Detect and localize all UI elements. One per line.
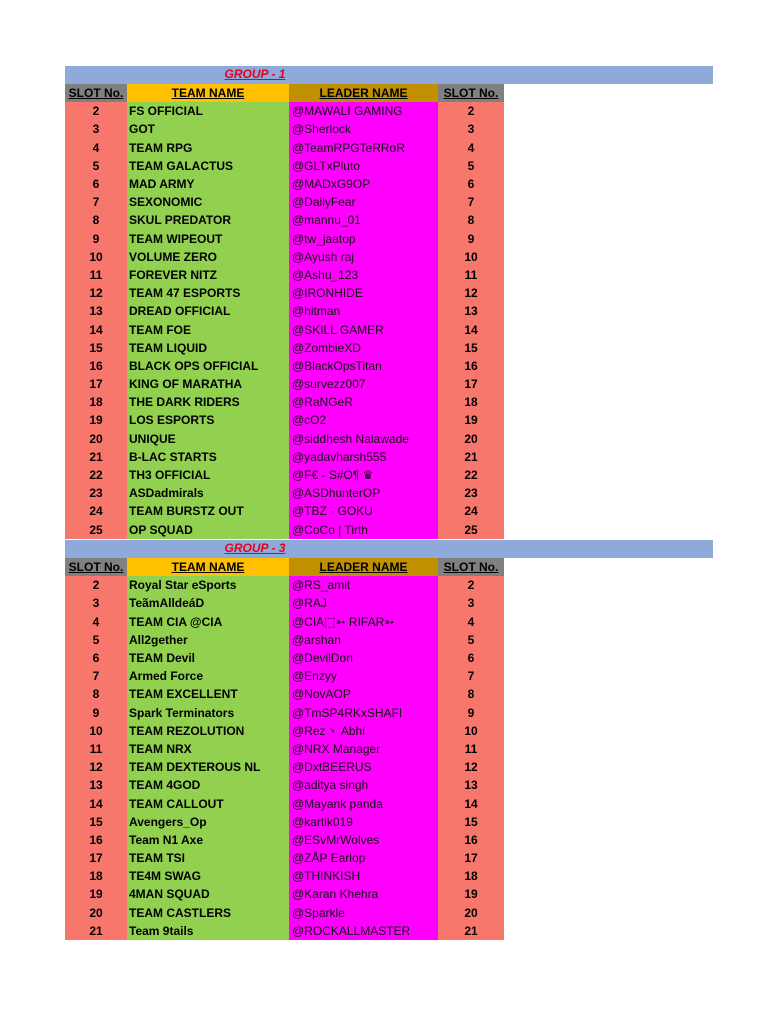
table-row [65, 393, 504, 411]
team-name-cell: TEAM 47 ESPORTS [127, 284, 289, 302]
team-name-cell: KING OF MARATHA [127, 375, 289, 393]
header-row [65, 558, 504, 576]
table-row [65, 466, 504, 484]
leader-name-cell: @cO2 [289, 411, 438, 429]
table-row [65, 885, 504, 903]
table-row [65, 357, 504, 375]
team-name-cell: Team N1 Axe [127, 831, 289, 849]
team-name-cell: TEAM DEXTEROUS NL [127, 758, 289, 776]
slot-cell-right: 18 [438, 393, 504, 411]
slot-cell: 14 [65, 320, 127, 338]
leader-name-cell: @yadavharsh555 [289, 448, 438, 466]
team-name-cell: SEXONOMIC [127, 193, 289, 211]
group-1-section [65, 66, 713, 539]
leader-name-cell: @RaNGeR [289, 393, 438, 411]
team-name-cell: TEAM 4GOD [127, 776, 289, 794]
slot-cell-right: 13 [438, 776, 504, 794]
table-row [65, 831, 504, 849]
slot-cell: 6 [65, 175, 127, 193]
slot-cell-right: 23 [438, 484, 504, 502]
team-name-cell: TEAM CIA @CIA [127, 613, 289, 631]
table-row [65, 430, 504, 448]
slot-cell: 5 [65, 631, 127, 649]
slot-cell: 11 [65, 266, 127, 284]
slot-cell: 8 [65, 211, 127, 229]
team-name-cell: TEAM RPG [127, 139, 289, 157]
slot-cell: 17 [65, 375, 127, 393]
team-name-cell: SKUL PREDATOR [127, 211, 289, 229]
team-name-cell: TEAM LIQUID [127, 339, 289, 357]
table-row [65, 867, 504, 885]
leader-name-cell: @Karan Khehra [289, 885, 438, 903]
leader-name-header: LEADER NAME [289, 558, 438, 576]
team-name-cell: MAD ARMY [127, 175, 289, 193]
slot-cell-right: 15 [438, 339, 504, 357]
leader-name-cell: @BlackOpsTitan [289, 357, 438, 375]
slot-cell-right: 18 [438, 867, 504, 885]
leader-name-cell: @TeamRPGTeRRoR [289, 139, 438, 157]
slot-cell: 10 [65, 248, 127, 266]
team-name-cell: All2gether [127, 631, 289, 649]
slot-cell-right: 6 [438, 175, 504, 193]
team-name-cell: 4MAN SQUAD [127, 885, 289, 903]
leader-name-cell: @DevilDon [289, 649, 438, 667]
team-name-cell: TE4M SWAG [127, 867, 289, 885]
slot-cell-right: 2 [438, 576, 504, 594]
slot-cell-right: 20 [438, 430, 504, 448]
slot-header: SLOT No. [65, 84, 127, 102]
slot-cell-right: 7 [438, 193, 504, 211]
table-row [65, 102, 504, 120]
table-row [65, 758, 504, 776]
leader-name-cell: @SKILL GAMER [289, 320, 438, 338]
table-row [65, 339, 504, 357]
slot-cell-right: 25 [438, 521, 504, 539]
slot-cell-right: 4 [438, 139, 504, 157]
leader-name-cell: @mannu_01 [289, 211, 438, 229]
leader-name-cell: @IRONHIDE [289, 284, 438, 302]
slot-cell: 15 [65, 339, 127, 357]
table-row [65, 740, 504, 758]
slot-cell: 18 [65, 393, 127, 411]
team-name-cell: LOS ESPORTS [127, 411, 289, 429]
group-title: GROUP - 1 [224, 67, 286, 81]
leader-name-cell: @kartik019 [289, 813, 438, 831]
slot-cell-right: 12 [438, 284, 504, 302]
slot-cell: 16 [65, 357, 127, 375]
group-3-banner [65, 540, 713, 558]
slot-cell: 17 [65, 849, 127, 867]
group-1-table [65, 84, 504, 539]
team-name-cell: TEAM FOE [127, 320, 289, 338]
slot-cell-right: 11 [438, 740, 504, 758]
slot-header-right: SLOT No. [438, 558, 504, 576]
table-row [65, 722, 504, 740]
team-name-header: TEAM NAME [127, 84, 289, 102]
table-row [65, 794, 504, 812]
leader-name-cell: @hitman [289, 302, 438, 320]
team-name-cell: Team 9tails [127, 922, 289, 940]
team-name-cell: OP SQUAD [127, 521, 289, 539]
team-name-cell: UNIQUE [127, 430, 289, 448]
table-row [65, 849, 504, 867]
team-name-cell: TH3 OFFICIAL [127, 466, 289, 484]
leader-name-cell: @GLTxPluto [289, 157, 438, 175]
slot-cell: 14 [65, 794, 127, 812]
table-row [65, 266, 504, 284]
slot-cell: 9 [65, 704, 127, 722]
table-row [65, 248, 504, 266]
slot-cell: 13 [65, 776, 127, 794]
slot-cell: 9 [65, 230, 127, 248]
table-row [65, 576, 504, 594]
leader-name-cell: @ZombieXD [289, 339, 438, 357]
leader-name-cell: @DailyFear [289, 193, 438, 211]
slot-cell: 7 [65, 193, 127, 211]
slot-cell-right: 10 [438, 722, 504, 740]
table-row [65, 448, 504, 466]
table-row [65, 320, 504, 338]
team-name-cell: TEAM REZOLUTION [127, 722, 289, 740]
slot-cell: 7 [65, 667, 127, 685]
header-row [65, 84, 504, 102]
slot-cell: 22 [65, 466, 127, 484]
slot-cell: 13 [65, 302, 127, 320]
slot-cell-right: 6 [438, 649, 504, 667]
slot-cell-right: 17 [438, 375, 504, 393]
team-name-cell: TEAM GALACTUS [127, 157, 289, 175]
leader-name-cell: @aditya singh [289, 776, 438, 794]
slot-cell-right: 21 [438, 448, 504, 466]
slot-cell: 21 [65, 448, 127, 466]
table-row [65, 175, 504, 193]
slot-cell-right: 12 [438, 758, 504, 776]
leader-name-cell: @NRX Manager [289, 740, 438, 758]
leader-name-cell: @Enzyy [289, 667, 438, 685]
team-name-cell: VOLUME ZERO [127, 248, 289, 266]
leader-name-cell: @MAWALI GAMING [289, 102, 438, 120]
table-row [65, 120, 504, 138]
slot-cell: 18 [65, 867, 127, 885]
leader-name-cell: @Sparkle [289, 904, 438, 922]
leader-name-cell: @ASDhunterOP [289, 484, 438, 502]
leader-name-cell: @ZÅP Earlop [289, 849, 438, 867]
slot-cell-right: 11 [438, 266, 504, 284]
team-name-cell: TEAM CALLOUT [127, 794, 289, 812]
team-name-cell: ASDadmirals [127, 484, 289, 502]
leader-name-cell: @CoCo | Tirth [289, 521, 438, 539]
slot-cell-right: 5 [438, 157, 504, 175]
slot-cell: 15 [65, 813, 127, 831]
leader-name-cell: @siddhesh Nalawade [289, 430, 438, 448]
group-3-section [65, 540, 713, 940]
leader-name-cell: @ROCKALLMASTER [289, 922, 438, 940]
team-name-cell: Avengers_Op [127, 813, 289, 831]
leader-name-cell: @ESvMrWolves [289, 831, 438, 849]
leader-name-cell: @TmSP4RKxSHAFI [289, 704, 438, 722]
slot-cell-right: 8 [438, 685, 504, 703]
slot-cell: 25 [65, 521, 127, 539]
slot-cell-right: 22 [438, 466, 504, 484]
slot-cell-right: 3 [438, 594, 504, 612]
team-name-cell: THE DARK RIDERS [127, 393, 289, 411]
table-row [65, 211, 504, 229]
slot-cell-right: 19 [438, 411, 504, 429]
table-row [65, 667, 504, 685]
slot-cell-right: 16 [438, 831, 504, 849]
table-row [65, 904, 504, 922]
slot-cell: 6 [65, 649, 127, 667]
slot-cell: 11 [65, 740, 127, 758]
slot-cell: 19 [65, 411, 127, 429]
slot-cell: 20 [65, 430, 127, 448]
slot-cell: 2 [65, 102, 127, 120]
slot-cell: 21 [65, 922, 127, 940]
leader-name-cell: @CIA⬚➳ RIFAR➳ [289, 613, 438, 631]
leader-name-cell: @survezz007 [289, 375, 438, 393]
table-row [65, 157, 504, 175]
leader-name-cell: @Ayush raj [289, 248, 438, 266]
table-row [65, 411, 504, 429]
team-name-cell: TEAM TSI [127, 849, 289, 867]
team-name-cell: TEAM NRX [127, 740, 289, 758]
table-row [65, 521, 504, 539]
team-name-cell: TEAM CASTLERS [127, 904, 289, 922]
team-name-cell: TEAM BURSTZ OUT [127, 502, 289, 520]
slot-cell-right: 9 [438, 704, 504, 722]
table-row [65, 193, 504, 211]
leader-name-cell: @Mayank panda [289, 794, 438, 812]
slot-cell-right: 20 [438, 904, 504, 922]
team-name-cell: FS OFFICIAL [127, 102, 289, 120]
leader-name-header: LEADER NAME [289, 84, 438, 102]
leader-name-cell: @arshan [289, 631, 438, 649]
slot-cell-right: 10 [438, 248, 504, 266]
leader-name-cell: @tw_jaatop [289, 230, 438, 248]
team-name-header: TEAM NAME [127, 558, 289, 576]
leader-name-cell: @DxtBEERUS [289, 758, 438, 776]
table-row [65, 776, 504, 794]
team-name-cell: B-LAC STARTS [127, 448, 289, 466]
leader-name-cell: @Ashu_123 [289, 266, 438, 284]
leader-name-cell: @RAJ [289, 594, 438, 612]
slot-cell-right: 3 [438, 120, 504, 138]
table-row [65, 230, 504, 248]
slot-cell: 19 [65, 885, 127, 903]
team-name-cell: Spark Terminators [127, 704, 289, 722]
slot-cell: 12 [65, 758, 127, 776]
group-title: GROUP - 3 [224, 541, 286, 555]
slot-cell: 4 [65, 139, 127, 157]
team-name-cell: FOREVER NITZ [127, 266, 289, 284]
slot-cell: 20 [65, 904, 127, 922]
slot-cell-right: 16 [438, 357, 504, 375]
table-row [65, 685, 504, 703]
slot-cell: 3 [65, 120, 127, 138]
slot-cell: 10 [65, 722, 127, 740]
slot-cell-right: 9 [438, 230, 504, 248]
team-name-cell: GOT [127, 120, 289, 138]
slot-cell-right: 14 [438, 320, 504, 338]
slot-cell: 5 [65, 157, 127, 175]
slot-header-right: SLOT No. [438, 84, 504, 102]
slot-cell-right: 15 [438, 813, 504, 831]
slot-cell-right: 21 [438, 922, 504, 940]
slot-cell: 8 [65, 685, 127, 703]
table-row [65, 613, 504, 631]
slot-cell: 16 [65, 831, 127, 849]
slot-cell-right: 19 [438, 885, 504, 903]
table-row [65, 922, 504, 940]
team-name-cell: TEAM EXCELLENT [127, 685, 289, 703]
slot-cell: 12 [65, 284, 127, 302]
table-row [65, 631, 504, 649]
leader-name-cell: @TBZ · GOKU [289, 502, 438, 520]
team-name-cell: TEAM Devil [127, 649, 289, 667]
team-name-cell: Armed Force [127, 667, 289, 685]
slot-cell: 23 [65, 484, 127, 502]
leader-name-cell: @Rez丶 Abhi [289, 722, 438, 740]
slot-cell: 2 [65, 576, 127, 594]
slot-cell-right: 13 [438, 302, 504, 320]
leader-name-cell: @MADxG9OP [289, 175, 438, 193]
slot-cell-right: 2 [438, 102, 504, 120]
table-row [65, 594, 504, 612]
leader-name-cell: @RS_amit [289, 576, 438, 594]
table-row [65, 375, 504, 393]
table-row [65, 813, 504, 831]
table-row [65, 139, 504, 157]
leader-name-cell: @Sherlock [289, 120, 438, 138]
slot-cell-right: 24 [438, 502, 504, 520]
team-name-cell: DREAD OFFICIAL [127, 302, 289, 320]
slot-cell-right: 8 [438, 211, 504, 229]
slot-header: SLOT No. [65, 558, 127, 576]
table-row [65, 502, 504, 520]
slot-cell-right: 14 [438, 794, 504, 812]
table-row [65, 649, 504, 667]
slot-cell-right: 4 [438, 613, 504, 631]
group-3-table [65, 558, 504, 940]
table-row [65, 704, 504, 722]
team-name-cell: TEAM WIPEOUT [127, 230, 289, 248]
table-row [65, 302, 504, 320]
table-row [65, 484, 504, 502]
slot-cell: 3 [65, 594, 127, 612]
leader-name-cell: @F€ - S#O¶ ♛ [289, 466, 438, 484]
slot-cell: 24 [65, 502, 127, 520]
slot-cell-right: 7 [438, 667, 504, 685]
slot-cell-right: 5 [438, 631, 504, 649]
slot-cell-right: 17 [438, 849, 504, 867]
leader-name-cell: @THINKISH [289, 867, 438, 885]
table-row [65, 284, 504, 302]
leader-name-cell: @NovAOP [289, 685, 438, 703]
team-name-cell: BLACK OPS OFFICIAL [127, 357, 289, 375]
group-1-banner [65, 66, 713, 84]
team-name-cell: Royal Star eSports [127, 576, 289, 594]
slot-cell: 4 [65, 613, 127, 631]
team-name-cell: TeãmAlldeáD [127, 594, 289, 612]
